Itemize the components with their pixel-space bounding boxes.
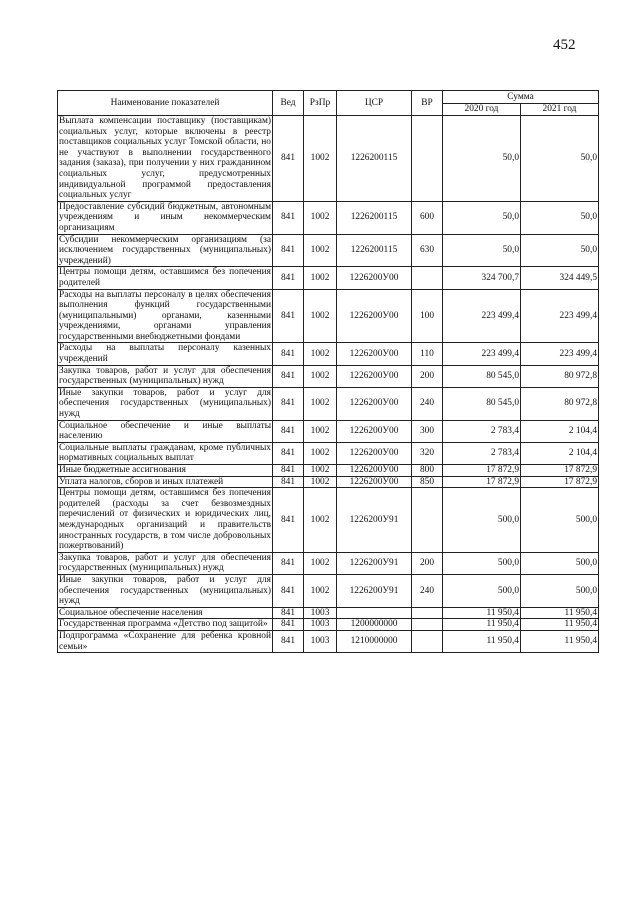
- row-csr: [337, 607, 412, 619]
- row-vr: 800: [412, 465, 443, 477]
- table-row: [58, 420, 599, 442]
- row-csr: 1226200У00: [337, 289, 412, 343]
- row-ved: 841: [273, 630, 304, 652]
- row-name: Социальное обеспечение населения: [58, 607, 273, 619]
- row-amount-2020: 11 950,4: [443, 607, 521, 619]
- row-vr: [412, 607, 443, 619]
- table-row: [58, 387, 599, 420]
- row-name: Иные закупки товаров, работ и услуг для обеспечения государственных (муниципальных) нужд: [59, 574, 271, 607]
- row-rzpr: 1002: [304, 116, 337, 202]
- row-amount-2021: 11 950,4: [521, 619, 599, 631]
- row-vr: 110: [412, 343, 443, 365]
- row-amount-2021: 2 104,4: [521, 442, 599, 464]
- row-amount-2020: 50,0: [443, 116, 521, 202]
- row-ved: 841: [273, 116, 304, 202]
- row-amount-2020: 17 872,9: [443, 476, 521, 488]
- page-number: 452: [553, 37, 576, 53]
- row-amount-2020: 11 950,4: [443, 630, 521, 652]
- table-row: [58, 607, 599, 619]
- row-ved: 841: [273, 234, 304, 267]
- row-csr: 1226200У91: [337, 574, 412, 607]
- row-vr: 100: [412, 289, 443, 343]
- row-amount-2021: 17 872,9: [521, 465, 599, 477]
- row-ved: 841: [273, 619, 304, 631]
- row-amount-2020: 500,0: [443, 574, 521, 607]
- row-amount-2021: 50,0: [521, 201, 599, 234]
- row-amount-2020: 2 783,4: [443, 442, 521, 464]
- row-csr: 1226200У91: [337, 552, 412, 574]
- table-header: [58, 91, 599, 116]
- row-ved: 841: [273, 365, 304, 387]
- table-row: [58, 343, 599, 365]
- row-csr: 1226200115: [337, 201, 412, 234]
- row-vr: 240: [412, 387, 443, 420]
- header-ved: Вед: [273, 91, 304, 116]
- row-amount-2020: 11 950,4: [443, 619, 521, 631]
- row-name: Подпрограмма «Сохранение для ребенка кровной семьи»: [59, 630, 271, 652]
- row-amount-2020: 2 783,4: [443, 420, 521, 442]
- row-rzpr: 1002: [304, 476, 337, 488]
- row-amount-2021: 2 104,4: [521, 420, 599, 442]
- row-amount-2020: 223 499,4: [443, 289, 521, 343]
- row-rzpr: 1002: [304, 289, 337, 343]
- row-amount-2020: 500,0: [443, 552, 521, 574]
- row-csr: 1226200115: [337, 234, 412, 267]
- row-ved: 841: [273, 289, 304, 343]
- row-ved: 841: [273, 267, 304, 289]
- row-rzpr: 1002: [304, 465, 337, 477]
- row-csr: 1210000000: [337, 630, 412, 652]
- header-vr: ВР: [412, 91, 443, 116]
- table-row: [58, 234, 599, 267]
- header-rzpr: РзПр: [304, 91, 337, 116]
- row-name: Социальные выплаты гражданам, кроме публичных нормативных социальных выплат: [59, 442, 271, 464]
- row-ved: 841: [273, 420, 304, 442]
- row-rzpr: 1002: [304, 343, 337, 365]
- row-name: Иные бюджетные ассигнования: [58, 465, 273, 477]
- row-amount-2021: 11 950,4: [521, 607, 599, 619]
- row-name: Иные закупки товаров, работ и услуг для обеспечения государственных (муниципальных) нужд: [59, 387, 271, 420]
- row-name: Уплата налогов, сборов и иных платежей: [58, 476, 273, 488]
- row-rzpr: 1002: [304, 365, 337, 387]
- row-rzpr: 1003: [304, 630, 337, 652]
- row-amount-2020: 223 499,4: [443, 343, 521, 365]
- row-ved: 841: [273, 387, 304, 420]
- row-vr: [412, 116, 443, 202]
- row-ved: 841: [273, 574, 304, 607]
- row-name: Предоставление субсидий бюджетным, автономным учреждениям и иным некоммерческим организациям: [59, 201, 271, 233]
- row-rzpr: 1002: [304, 442, 337, 464]
- row-amount-2020: 500,0: [443, 488, 521, 553]
- table-row: [58, 476, 599, 488]
- row-ved: 841: [273, 465, 304, 477]
- row-amount-2021: 50,0: [521, 116, 599, 202]
- row-name: Расходы на выплаты персоналу казенных учреждений: [59, 343, 271, 365]
- row-amount-2020: 50,0: [443, 234, 521, 267]
- row-rzpr: 1003: [304, 607, 337, 619]
- table-row: [58, 574, 599, 607]
- row-name: Государственная программа «Детство под защитой»: [58, 619, 273, 631]
- row-ved: 841: [273, 442, 304, 464]
- row-vr: 600: [412, 201, 443, 234]
- table-row: [58, 552, 599, 574]
- row-amount-2020: 17 872,9: [443, 465, 521, 477]
- table-row: [58, 116, 599, 202]
- row-csr: 1226200У00: [337, 442, 412, 464]
- header-csr: ЦСР: [337, 91, 412, 116]
- row-name: Закупка товаров, работ и услуг для обеспечения государственных (муниципальных) нужд: [59, 365, 271, 387]
- row-vr: 300: [412, 420, 443, 442]
- row-amount-2021: 80 972,8: [521, 387, 599, 420]
- row-ved: 841: [273, 201, 304, 234]
- budget-table: [57, 90, 599, 653]
- row-csr: 1226200У00: [337, 465, 412, 477]
- row-amount-2021: 50,0: [521, 234, 599, 267]
- row-csr: 1226200У00: [337, 387, 412, 420]
- row-vr: 320: [412, 442, 443, 464]
- row-amount-2020: 80 545,0: [443, 387, 521, 420]
- row-csr: 1226200У91: [337, 488, 412, 553]
- row-name: Выплата компенсации поставщику (поставщикам) социальных услуг, которые включены в реестр поставщиков социальных услуг Томской области, но не участвуют в выполнении государственного задания (заказа), при получении у них гражданином социальных услуг, предусмотренных индивидуальной программой предоставления социальных услуг: [59, 116, 271, 201]
- header-year-2020: 2020 год: [443, 104, 521, 116]
- row-ved: 841: [273, 343, 304, 365]
- row-name: Центры помощи детям, оставшимся без попечения родителей (расходы за счет безвозмездных перечислений от физических и юридических лиц, международных организаций и правительств иностранных государств, в том числе добровольных пожертвований): [59, 488, 271, 552]
- row-amount-2020: 50,0: [443, 201, 521, 234]
- row-csr: 1226200У00: [337, 476, 412, 488]
- row-vr: [412, 619, 443, 631]
- row-rzpr: 1002: [304, 234, 337, 267]
- row-csr: 1226200У00: [337, 343, 412, 365]
- row-csr: 1226200У00: [337, 420, 412, 442]
- header-name: Наименование показателей: [58, 91, 273, 116]
- row-rzpr: 1002: [304, 574, 337, 607]
- row-amount-2021: 17 872,9: [521, 476, 599, 488]
- row-vr: [412, 488, 443, 553]
- row-name: Центры помощи детям, оставшимся без попечения родителей: [59, 267, 271, 288]
- row-amount-2021: 11 950,4: [521, 630, 599, 652]
- row-name: Социальное обеспечение и иные выплаты населению: [59, 420, 271, 442]
- row-rzpr: 1003: [304, 619, 337, 631]
- table-row: [58, 442, 599, 464]
- row-rzpr: 1002: [304, 420, 337, 442]
- table-row: [58, 630, 599, 652]
- row-vr: 200: [412, 552, 443, 574]
- row-amount-2021: 500,0: [521, 488, 599, 553]
- row-vr: 200: [412, 365, 443, 387]
- row-amount-2021: 223 499,4: [521, 343, 599, 365]
- table-row: [58, 465, 599, 477]
- row-ved: 841: [273, 488, 304, 553]
- row-amount-2021: 500,0: [521, 574, 599, 607]
- header-year-2021: 2021 год: [521, 104, 599, 116]
- row-vr: 630: [412, 234, 443, 267]
- row-amount-2021: 324 449,5: [521, 267, 599, 289]
- table-row: [58, 289, 599, 343]
- table-row: [58, 488, 599, 553]
- table-row: [58, 267, 599, 289]
- row-name: Закупка товаров, работ и услуг для обеспечения государственных (муниципальных) нужд: [59, 552, 271, 574]
- row-ved: 841: [273, 476, 304, 488]
- table-body: [58, 116, 599, 653]
- header-sum: Сумма: [443, 91, 599, 104]
- table-row: [58, 619, 599, 631]
- row-name: Субсидии некоммерческим организациям (за исключением государственных (муниципальных) учреждений): [59, 234, 271, 266]
- row-ved: 841: [273, 552, 304, 574]
- row-amount-2020: 324 700,7: [443, 267, 521, 289]
- table-row: [58, 201, 599, 234]
- row-csr: 1226200115: [337, 116, 412, 202]
- row-vr: [412, 630, 443, 652]
- row-amount-2020: 80 545,0: [443, 365, 521, 387]
- row-csr: 1226200У00: [337, 267, 412, 289]
- row-vr: [412, 267, 443, 289]
- row-rzpr: 1002: [304, 267, 337, 289]
- row-ved: 841: [273, 607, 304, 619]
- row-rzpr: 1002: [304, 488, 337, 553]
- table-row: [58, 365, 599, 387]
- row-rzpr: 1002: [304, 552, 337, 574]
- row-csr: 1226200У00: [337, 365, 412, 387]
- row-name: Расходы на выплаты персоналу в целях обеспечения выполнения функций государственными (муниципальными) органами, казенными учреждениями, органами управления государственными внебюджетными фондами: [59, 289, 271, 342]
- row-rzpr: 1002: [304, 387, 337, 420]
- row-vr: 850: [412, 476, 443, 488]
- row-amount-2021: 500,0: [521, 552, 599, 574]
- row-csr: 1200000000: [337, 619, 412, 631]
- row-rzpr: 1002: [304, 201, 337, 234]
- row-amount-2021: 223 499,4: [521, 289, 599, 343]
- row-vr: 240: [412, 574, 443, 607]
- row-amount-2021: 80 972,8: [521, 365, 599, 387]
